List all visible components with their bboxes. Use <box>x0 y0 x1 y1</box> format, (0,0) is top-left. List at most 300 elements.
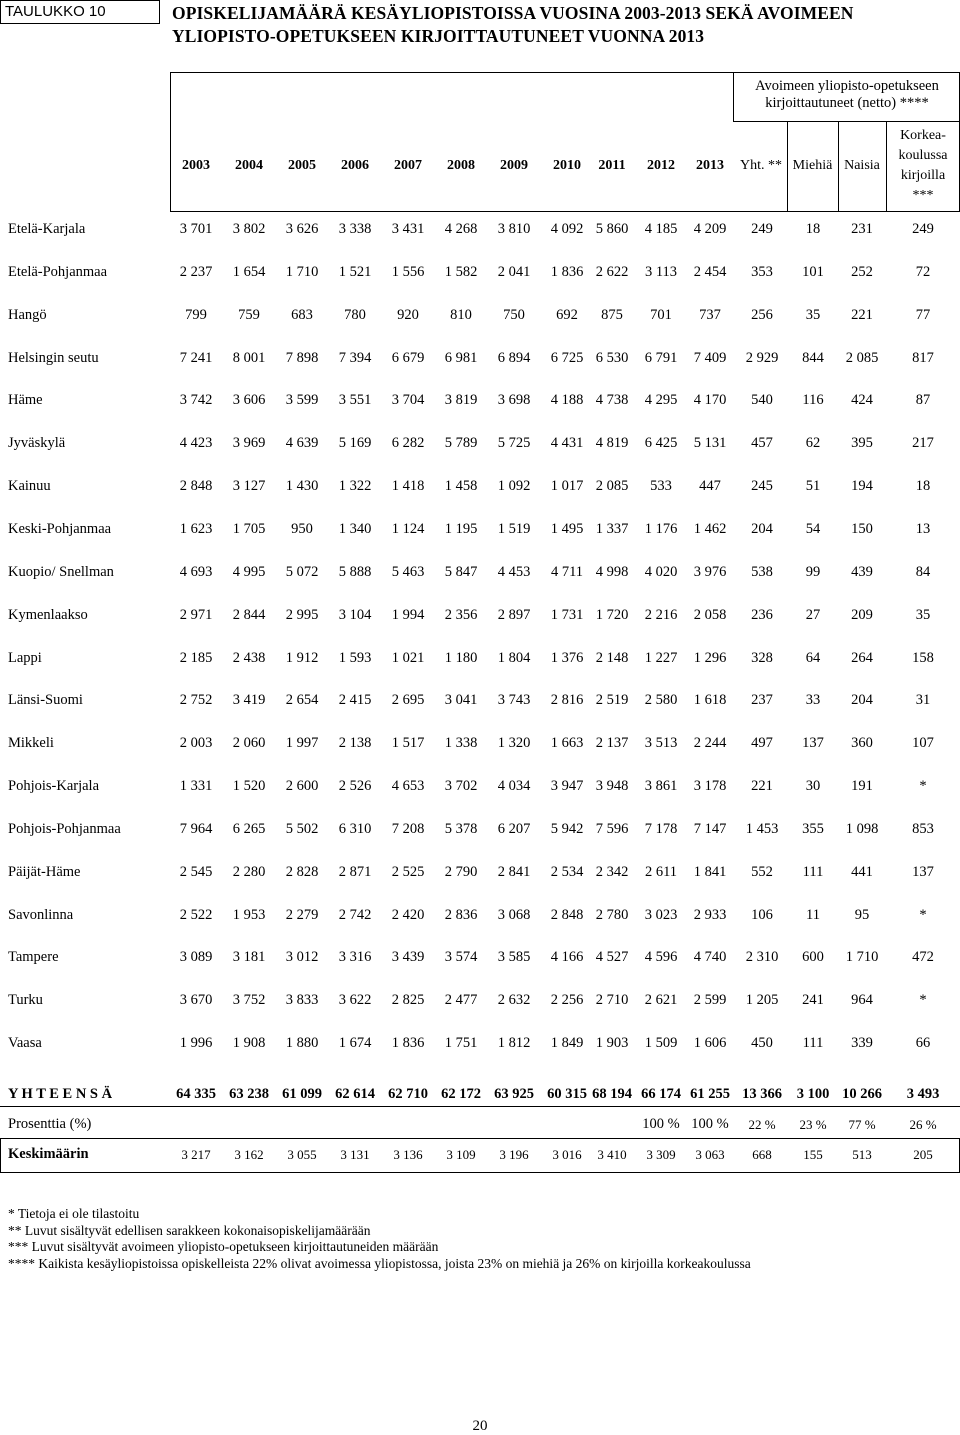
table-cell: 353 <box>751 264 773 280</box>
table-cell: 3 493 <box>906 1086 940 1102</box>
table-cell: 1 376 <box>550 650 584 666</box>
table-cell: 1 997 <box>285 735 319 751</box>
table-cell: 2 438 <box>232 650 266 666</box>
table-cell: 249 <box>751 221 773 237</box>
table-cell: 2 058 <box>693 607 727 623</box>
table-cell: 2 848 <box>550 907 584 923</box>
table-cell: 7 964 <box>179 821 213 837</box>
year-column-header: 2005 <box>288 158 316 173</box>
table-cell: 1 674 <box>338 1035 372 1051</box>
open-university-group-header: Avoimeen yliopisto-opetukseen kirjoittautuneet (netto) **** <box>733 72 960 122</box>
table-cell: 6 981 <box>444 350 478 366</box>
table-cell: 6 282 <box>391 435 425 451</box>
table-cell: 4 209 <box>693 221 727 237</box>
table-cell: 1 836 <box>391 1035 425 1051</box>
table-cell: 3 136 <box>393 1147 423 1162</box>
title-line-1: OPISKELIJAMÄÄRÄ KESÄYLIOPISTOISSA VUOSINA 2003-2013 SEKÄ AVOIMEEN <box>172 3 854 23</box>
table-cell: 1 517 <box>391 735 425 751</box>
table-cell: 13 366 <box>742 1086 782 1102</box>
table-cell: 1 124 <box>391 521 425 537</box>
table-cell: 30 <box>805 778 821 794</box>
table-cell: 245 <box>751 478 773 494</box>
table-cell: 4 740 <box>693 949 727 965</box>
table-cell: 4 653 <box>391 778 425 794</box>
table-cell: 6 265 <box>232 821 266 837</box>
table-cell: 249 <box>912 221 934 237</box>
table-cell: 950 <box>291 521 313 537</box>
table-cell: 2 897 <box>497 607 531 623</box>
table-cell: 252 <box>851 264 873 280</box>
table-cell: 2 695 <box>391 692 425 708</box>
table-cell: 18 <box>915 478 931 494</box>
table-cell: 2 060 <box>232 735 266 751</box>
table-cell: 1 996 <box>179 1035 213 1051</box>
table-cell: 1 606 <box>693 1035 727 1051</box>
table-cell: 77 <box>915 307 931 323</box>
table-cell: 2 342 <box>595 864 629 880</box>
table-cell: 2 041 <box>497 264 531 280</box>
table-cell: 33 <box>805 692 821 708</box>
footnote: * Tietoja ei ole tilastoitu <box>8 1206 140 1221</box>
table-cell: 2 244 <box>693 735 727 751</box>
table-cell: 3 743 <box>497 692 531 708</box>
table-cell: 101 <box>802 264 824 280</box>
table-cell: 513 <box>852 1147 872 1162</box>
table-cell: 236 <box>751 607 773 623</box>
table-cell: 2 600 <box>285 778 319 794</box>
table-cell: 5 463 <box>391 564 425 580</box>
table-cell: 1 017 <box>550 478 584 494</box>
table-cell: 1 098 <box>845 821 879 837</box>
table-cell: 107 <box>912 735 934 751</box>
table-cell: 62 710 <box>388 1086 428 1102</box>
table-row-label: Savonlinna <box>8 907 74 923</box>
table-cell: 2 971 <box>179 607 213 623</box>
table-cell: 4 166 <box>550 949 584 965</box>
table-cell: 1 418 <box>391 478 425 494</box>
table-cell: 875 <box>601 307 623 323</box>
table-cell: 68 194 <box>592 1086 632 1102</box>
table-number-label: TAULUKKO 10 <box>0 0 160 24</box>
table-cell: 5 131 <box>693 435 727 451</box>
table-cell: 116 <box>802 392 824 408</box>
table-cell: 4 738 <box>595 392 629 408</box>
table-cell: 204 <box>751 521 773 537</box>
table-cell: 3 439 <box>391 949 425 965</box>
table-cell: 2 216 <box>644 607 678 623</box>
table-cell: 3 551 <box>338 392 372 408</box>
table-cell: 701 <box>650 307 672 323</box>
table-cell: 3 976 <box>693 564 727 580</box>
table-cell: 1 331 <box>179 778 213 794</box>
table-row-label: Kainuu <box>8 478 51 494</box>
total-column-header: Yht. ** <box>740 158 782 173</box>
table-cell: 2 525 <box>391 864 425 880</box>
table-cell: 3 752 <box>232 992 266 1008</box>
table-cell: 5 942 <box>550 821 584 837</box>
table-cell: 3 181 <box>232 949 266 965</box>
year-column-header: 2012 <box>647 158 675 173</box>
table-cell: 2 836 <box>444 907 478 923</box>
table-cell: 2 848 <box>179 478 213 494</box>
table-row-label: Länsi-Suomi <box>8 692 83 708</box>
table-cell: 1 720 <box>595 607 629 623</box>
table-cell: 6 894 <box>497 350 531 366</box>
table-cell: 60 315 <box>547 1086 587 1102</box>
table-cell: 237 <box>751 692 773 708</box>
table-cell: 457 <box>751 435 773 451</box>
title-line-2: YLIOPISTO-OPETUKSEEN KIRJOITTAUTUNEET VUONNA 2013 <box>172 26 705 46</box>
table-cell: 4 268 <box>444 221 478 237</box>
table-cell: 1 994 <box>391 607 425 623</box>
table-cell: 5 072 <box>285 564 319 580</box>
table-cell: 692 <box>556 307 578 323</box>
table-cell: 63 238 <box>229 1086 269 1102</box>
table-cell: 18 <box>805 221 821 237</box>
average-bottom-rule <box>0 1172 960 1173</box>
men-column-header: Miehiä <box>792 158 833 173</box>
table-cell: 3 196 <box>499 1147 529 1162</box>
table-cell: * <box>919 778 927 794</box>
year-column-header: 2011 <box>598 158 626 173</box>
table-cell: 7 241 <box>179 350 213 366</box>
table-cell: 3 802 <box>232 221 266 237</box>
table-cell: 3 055 <box>287 1147 317 1162</box>
table-cell: 2 522 <box>179 907 213 923</box>
table-cell: 7 898 <box>285 350 319 366</box>
table-cell: 1 462 <box>693 521 727 537</box>
table-cell: 1 751 <box>444 1035 478 1051</box>
table-row-label: Vaasa <box>8 1035 42 1051</box>
table-row-label: Keski-Pohjanmaa <box>8 521 112 537</box>
table-cell: 2 632 <box>497 992 531 1008</box>
table-cell: 2 841 <box>497 864 531 880</box>
table-row-label: Pohjois-Karjala <box>8 778 100 794</box>
table-cell: 2 622 <box>595 264 629 280</box>
table-cell: 3 704 <box>391 392 425 408</box>
table-cell: 217 <box>912 435 934 451</box>
table-cell: 87 <box>915 392 931 408</box>
table-cell: 95 <box>854 907 870 923</box>
table-cell: 2 599 <box>693 992 727 1008</box>
table-cell: 4 295 <box>644 392 678 408</box>
table-cell: 6 725 <box>550 350 584 366</box>
table-cell: 2 477 <box>444 992 478 1008</box>
table-cell: 3 431 <box>391 221 425 237</box>
table-cell: 2 621 <box>644 992 678 1008</box>
table-cell: 424 <box>851 392 873 408</box>
table-cell: 3 100 <box>796 1086 830 1102</box>
table-cell: 355 <box>802 821 824 837</box>
table-cell: 3 178 <box>693 778 727 794</box>
table-cell: 1 618 <box>693 692 727 708</box>
table-cell: 2 534 <box>550 864 584 880</box>
table-cell: 2 420 <box>391 907 425 923</box>
table-cell: 1 556 <box>391 264 425 280</box>
table-cell: 360 <box>851 735 873 751</box>
table-cell: 5 888 <box>338 564 372 580</box>
table-cell: 5 725 <box>497 435 531 451</box>
table-cell: 35 <box>805 307 821 323</box>
table-cell: 2 780 <box>595 907 629 923</box>
table-cell: * <box>919 992 927 1008</box>
table-cell: 3 316 <box>338 949 372 965</box>
table-cell: 3 574 <box>444 949 478 965</box>
table-cell: 540 <box>751 392 773 408</box>
table-cell: 2 237 <box>179 264 213 280</box>
table-cell: 5 860 <box>595 221 629 237</box>
table-cell: 205 <box>913 1147 933 1162</box>
table-cell: 3 089 <box>179 949 213 965</box>
table-cell: 2 085 <box>595 478 629 494</box>
table-cell: 204 <box>851 692 873 708</box>
table-cell: 7 178 <box>644 821 678 837</box>
table-cell: 4 092 <box>550 221 584 237</box>
table-cell: 2 654 <box>285 692 319 708</box>
table-row-label: Kuopio/ Snellman <box>8 564 114 580</box>
table-cell: 1 296 <box>693 650 727 666</box>
table-cell: 100 % <box>691 1116 729 1132</box>
table-cell: 4 819 <box>595 435 629 451</box>
table-cell: 63 925 <box>494 1086 534 1102</box>
table-cell: 1 804 <box>497 650 531 666</box>
table-cell: 137 <box>912 864 934 880</box>
table-row-label: Etelä-Pohjanmaa <box>8 264 108 280</box>
table-cell: 7 394 <box>338 350 372 366</box>
table-cell: 810 <box>450 307 472 323</box>
year-column-header: 2007 <box>394 158 422 173</box>
table-cell: 1 710 <box>845 949 879 965</box>
table-cell: 5 378 <box>444 821 478 837</box>
table-cell: 1 092 <box>497 478 531 494</box>
table-cell: 66 <box>915 1035 931 1051</box>
table-row-label: Hangö <box>8 307 47 323</box>
table-cell: 3 585 <box>497 949 531 965</box>
table-cell: 111 <box>802 864 824 880</box>
table-cell: 31 <box>915 692 931 708</box>
table-cell: 3 702 <box>444 778 478 794</box>
table-cell: 4 596 <box>644 949 678 965</box>
table-cell: 3 819 <box>444 392 478 408</box>
table-row-label: Tampere <box>8 949 59 965</box>
percent-bottom-rule <box>0 1138 960 1139</box>
table-cell: 72 <box>915 264 931 280</box>
table-cell: 66 174 <box>641 1086 681 1102</box>
year-column-header: 2004 <box>235 158 263 173</box>
table-cell: 4 711 <box>550 564 584 580</box>
table-cell: 3 041 <box>444 692 478 708</box>
table-cell: 8 001 <box>232 350 266 366</box>
table-cell: 3 109 <box>446 1147 476 1162</box>
table-cell: 538 <box>751 564 773 580</box>
table-cell: 2 256 <box>550 992 584 1008</box>
table-row-label: Lappi <box>8 650 42 666</box>
table-cell: 6 530 <box>595 350 629 366</box>
table-cell: 3 599 <box>285 392 319 408</box>
table-cell: 4 185 <box>644 221 678 237</box>
table-cell: 450 <box>751 1035 773 1051</box>
table-cell: 35 <box>915 607 931 623</box>
table-cell: 3 309 <box>646 1147 676 1162</box>
table-cell: 3 861 <box>644 778 678 794</box>
table-cell: 2 185 <box>179 650 213 666</box>
table-cell: 7 208 <box>391 821 425 837</box>
table-cell: 2 828 <box>285 864 319 880</box>
table-cell: 51 <box>805 478 821 494</box>
table-cell: 2 003 <box>179 735 213 751</box>
table-cell: 2 545 <box>179 864 213 880</box>
table-cell: 2 148 <box>595 650 629 666</box>
table-cell: 1 654 <box>232 264 266 280</box>
table-cell: 111 <box>802 1035 824 1051</box>
table-cell: 3 626 <box>285 221 319 237</box>
table-cell: 2 279 <box>285 907 319 923</box>
table-cell: 3 419 <box>232 692 266 708</box>
table-cell: 395 <box>851 435 873 451</box>
table-cell: 1 519 <box>497 521 531 537</box>
table-cell: 853 <box>912 821 934 837</box>
table-row-label: Pohjois-Pohjanmaa <box>8 821 121 837</box>
table-cell: 84 <box>915 564 931 580</box>
table-cell: 3 606 <box>232 392 266 408</box>
table-cell: 13 <box>915 521 931 537</box>
table-cell: 2 816 <box>550 692 584 708</box>
table-cell: 1 337 <box>595 521 629 537</box>
table-cell: 3 513 <box>644 735 678 751</box>
table-cell: 1 021 <box>391 650 425 666</box>
table-cell: 441 <box>851 864 873 880</box>
table-row-label: Jyväskylä <box>8 435 66 451</box>
table-cell: 2 280 <box>232 864 266 880</box>
table-cell: 737 <box>699 307 721 323</box>
table-cell: 4 020 <box>644 564 678 580</box>
table-cell: 264 <box>851 650 873 666</box>
year-column-header: 2008 <box>447 158 475 173</box>
table-cell: 2 825 <box>391 992 425 1008</box>
table-cell: 1 953 <box>232 907 266 923</box>
table-cell: 1 176 <box>644 521 678 537</box>
table-cell: 2 929 <box>745 350 779 366</box>
table-cell: 2 415 <box>338 692 372 708</box>
table-cell: 799 <box>185 307 207 323</box>
table-cell: 1 812 <box>497 1035 531 1051</box>
table-cell: 3 127 <box>232 478 266 494</box>
table-row-label: Mikkeli <box>8 735 54 751</box>
table-cell: 62 614 <box>335 1086 375 1102</box>
table-cell: 221 <box>751 778 773 794</box>
table-cell: 6 679 <box>391 350 425 366</box>
table-cell: 3 410 <box>597 1147 627 1162</box>
table-cell: 6 207 <box>497 821 531 837</box>
table-cell: 3 670 <box>179 992 213 1008</box>
table-cell: 1 495 <box>550 521 584 537</box>
table-row-label: Päijät-Häme <box>8 864 81 880</box>
table-cell: 62 172 <box>441 1086 481 1102</box>
table-cell: 194 <box>851 478 873 494</box>
table-cell: 221 <box>851 307 873 323</box>
table-cell: 1 458 <box>444 478 478 494</box>
table-cell: 3 701 <box>179 221 213 237</box>
table-cell: 6 791 <box>644 350 678 366</box>
table-cell: 3 104 <box>338 607 372 623</box>
table-cell: 2 844 <box>232 607 266 623</box>
table-cell: 3 068 <box>497 907 531 923</box>
table-cell: 4 639 <box>285 435 319 451</box>
table-row-label: Etelä-Karjala <box>8 221 86 237</box>
totals-top-rule <box>0 1106 960 1107</box>
table-cell: 5 169 <box>338 435 372 451</box>
table-cell: 817 <box>912 350 934 366</box>
table-cell: 3 217 <box>181 1147 211 1162</box>
table-cell: 920 <box>397 307 419 323</box>
table-cell: 3 969 <box>232 435 266 451</box>
table-cell: 22 % <box>748 1117 776 1132</box>
table-cell: 209 <box>851 607 873 623</box>
table-cell: 3 023 <box>644 907 678 923</box>
table-cell: 3 948 <box>595 778 629 794</box>
table-cell: 2 611 <box>644 864 678 880</box>
table-cell: 106 <box>751 907 773 923</box>
table-cell: 11 <box>806 907 820 923</box>
table-cell: 1 509 <box>644 1035 678 1051</box>
table-cell: 1 195 <box>444 521 478 537</box>
table-cell: 2 138 <box>338 735 372 751</box>
totals-row-label: Y H T E E N S Ä <box>8 1086 113 1102</box>
table-cell: 2 933 <box>693 907 727 923</box>
table-cell: 3 622 <box>338 992 372 1008</box>
average-left-rule <box>0 1138 1 1172</box>
table-cell: 1 430 <box>285 478 319 494</box>
table-cell: 552 <box>751 864 773 880</box>
table-cell: 668 <box>752 1147 772 1162</box>
table-cell: 2 356 <box>444 607 478 623</box>
table-cell: 2 519 <box>595 692 629 708</box>
table-cell: 7 596 <box>595 821 629 837</box>
footnote: ** Luvut sisältyvät edellisen sarakkeen kokonaisopiskelijamäärään <box>8 1222 371 1238</box>
table-cell: 1 663 <box>550 735 584 751</box>
table-cell: * <box>919 907 927 923</box>
table-cell: 62 <box>805 435 821 451</box>
percent-row-label: Prosenttia (%) <box>8 1116 92 1132</box>
table-cell: 683 <box>291 307 313 323</box>
table-cell: 7 147 <box>693 821 727 837</box>
footnotes <box>8 1206 751 1272</box>
table-cell: 780 <box>344 307 366 323</box>
table-cell: 2 454 <box>693 264 727 280</box>
footnote: **** Kaikista kesäyliopistoissa opiskelleista 22% olivat avoimessa yliopistossa, joista 23% on miehiä ja 26% on kirjoilla korkeakoulussa <box>8 1255 751 1271</box>
table-cell: 4 170 <box>693 392 727 408</box>
table-cell: 54 <box>805 521 821 537</box>
table-cell: 26 % <box>909 1117 937 1132</box>
table-cell: 2 790 <box>444 864 478 880</box>
table-cell: 4 034 <box>497 778 531 794</box>
table-cell: 155 <box>803 1147 823 1162</box>
table-cell: 4 998 <box>595 564 629 580</box>
table-cell: 1 205 <box>745 992 779 1008</box>
table-cell: 328 <box>751 650 773 666</box>
table-cell: 5 847 <box>444 564 478 580</box>
table-cell: 150 <box>851 521 873 537</box>
table-cell: 10 266 <box>842 1086 882 1102</box>
table-cell: 3 947 <box>550 778 584 794</box>
table-cell: 750 <box>503 307 525 323</box>
table-cell: 964 <box>851 992 873 1008</box>
table-cell: 1 731 <box>550 607 584 623</box>
table-cell: 533 <box>650 478 672 494</box>
table-cell: 1 227 <box>644 650 678 666</box>
table-cell: 439 <box>851 564 873 580</box>
table-cell: 2 310 <box>745 949 779 965</box>
